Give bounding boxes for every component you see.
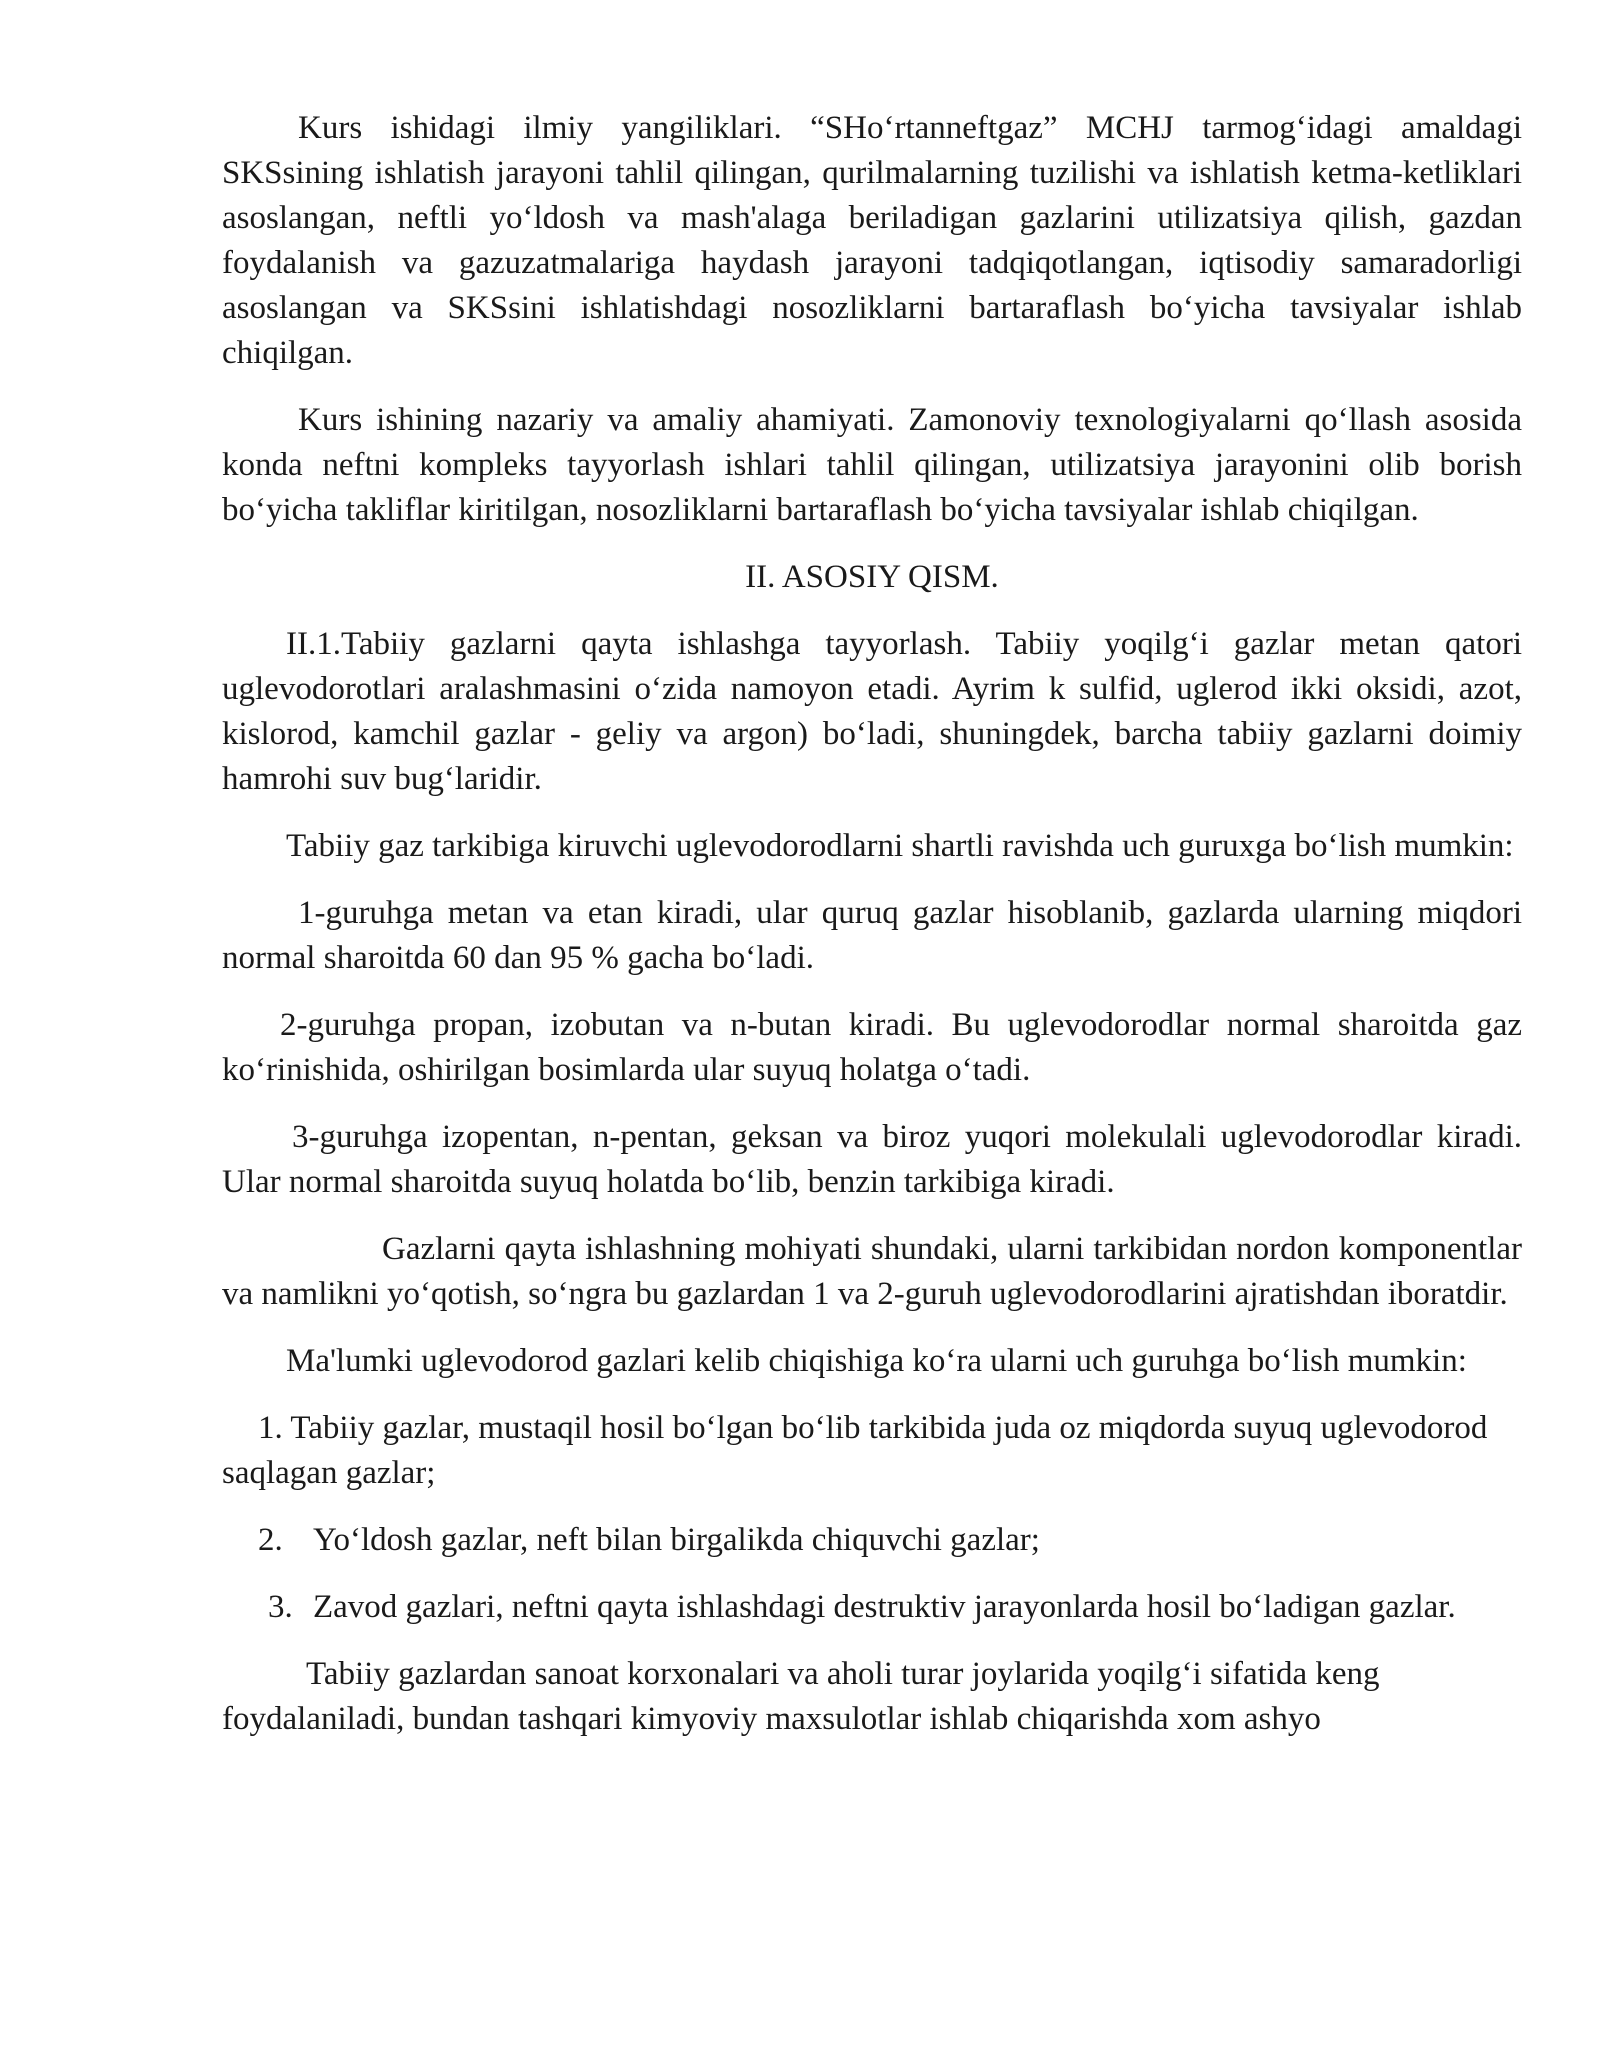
paragraph-body: Zamonoviy texnologiyalarni qo‘llash asosida konda neftni kompleks tayyorlash ishlari tahlil qilingan, utilizatsiya jarayonini olib borish bo‘yicha takliflar kiritilgan, nosozliklarni bartaraflash bo‘yicha tavsiyalar ishlab chiqilgan. [222, 402, 1522, 528]
list-item-text: Yo‘ldosh gazlar, neft bilan birgalikda chiquvchi gazlar; [313, 1522, 1040, 1558]
list-item [222, 1585, 1522, 1630]
paragraph-group-2: 2-guruhga propan, izobutan va n-butan kiradi. Bu uglevodorodlar normal sharoitda gaz ko‘rinishida, oshirilgan bosimlarda ular suyuq holatga o‘tadi. [222, 1007, 1522, 1088]
paragraph-practical-significance [222, 398, 1522, 533]
paragraph-hydrocarbon-groups: Tabiiy gaz tarkibiga kiruvchi uglevodorodlarni shartli ravishda uch guruxga bo‘lish mumkin: [286, 828, 1514, 864]
list-item-text: Tabiiy gazlar, mustaqil hosil bo‘lgan bo‘lib tarkibida juda oz miqdorda suyuq uglevodorod saqlagan gazlar; [222, 1410, 1488, 1491]
paragraph-gas-origin: Ma'lumki uglevodorod gazlari kelib chiqishiga ko‘ra ularni uch guruhga bo‘lish mumkin: [286, 1343, 1467, 1379]
list-item-number: 1. [258, 1410, 283, 1446]
paragraph-group-3: 3-guruhga izopentan, n-pentan, geksan va biroz yuqori molekulali uglevodorodlar kiradi. Ular normal sharoitda suyuq holatda bo‘lib, benzin tarkibiga kiradi. [222, 1119, 1522, 1200]
paragraph-body: “SHo‘rtanneftgaz” MCHJ tarmog‘idagi amaldagi SKSsining ishlatish jarayoni tahlil qilingan, qurilmalarning tuzilishi va ishlatish ketma-ketliklari asoslangan, neftli yo‘ldosh va mash'alaga beriladigan gazlarini utilizatsiya qilish, gazdan foydalanish va gazuzatmalariga haydash jarayoni tadqiqotlangan, iqtisodiy samaradorligi asoslangan va SKSsini ishlatishdagi nosozliklarni bartaraflash bo‘yicha tavsiyalar ishlab chiqilgan. [222, 110, 1522, 371]
document-page [222, 106, 1522, 1764]
list-item-text: Zavod gazlari, neftni qayta ishlashdagi destruktiv jarayonlarda hosil bo‘ladigan gazlar. [313, 1589, 1456, 1625]
paragraph-processing-essence: Gazlarni qayta ishlashning mohiyati shundaki, ularni tarkibidan nordon komponentlar va namlikni yo‘qotish, so‘ngra bu gazlardan 1 va 2-guruh uglevodorodlarini ajratishdan iboratdir. [222, 1231, 1522, 1312]
list-item [222, 1518, 1522, 1563]
paragraph-group-1: 1-guruhga metan va etan kiradi, ular quruq gazlar hisoblanib, gazlarda ularning miqdori normal sharoitda 60 dan 95 % gacha bo‘ladi. [222, 895, 1522, 976]
paragraph-scientific-novelty [222, 106, 1522, 376]
list-item [222, 1406, 1522, 1496]
list-item-number: 3. [268, 1589, 293, 1625]
section-heading: II. ASOSIY QISM. [745, 559, 999, 595]
paragraph-gas-preparation: II.1.Tabiiy gazlarni qayta ishlashga tayyorlash. Tabiiy yoqilg‘i gazlar metan qatori uglevodorotlari aralashmasini o‘zida namoyon etadi. Ayrim k sulfid, uglerod ikki oksidi, azot, kislorod, kamchil gazlar - geliy va argon) bo‘ladi, shuningdek, barcha tabiiy gazlarni doimiy hamrohi suv bug‘laridir. [222, 626, 1522, 797]
paragraph-natural-gas-usage: Tabiiy gazlardan sanoat korxonalari va aholi turar joylarida yoqilg‘i sifatida keng foydalaniladi, bundan tashqari kimyoviy maxsulotlar ishlab chiqarishda xom ashyo [222, 1656, 1380, 1737]
list-item-number: 2. [258, 1522, 283, 1558]
paragraph-lead: Kurs ishidagi ilmiy yangiliklari. [298, 110, 782, 146]
paragraph-lead: Kurs ishining nazariy va amaliy ahamiyati. [298, 402, 895, 438]
